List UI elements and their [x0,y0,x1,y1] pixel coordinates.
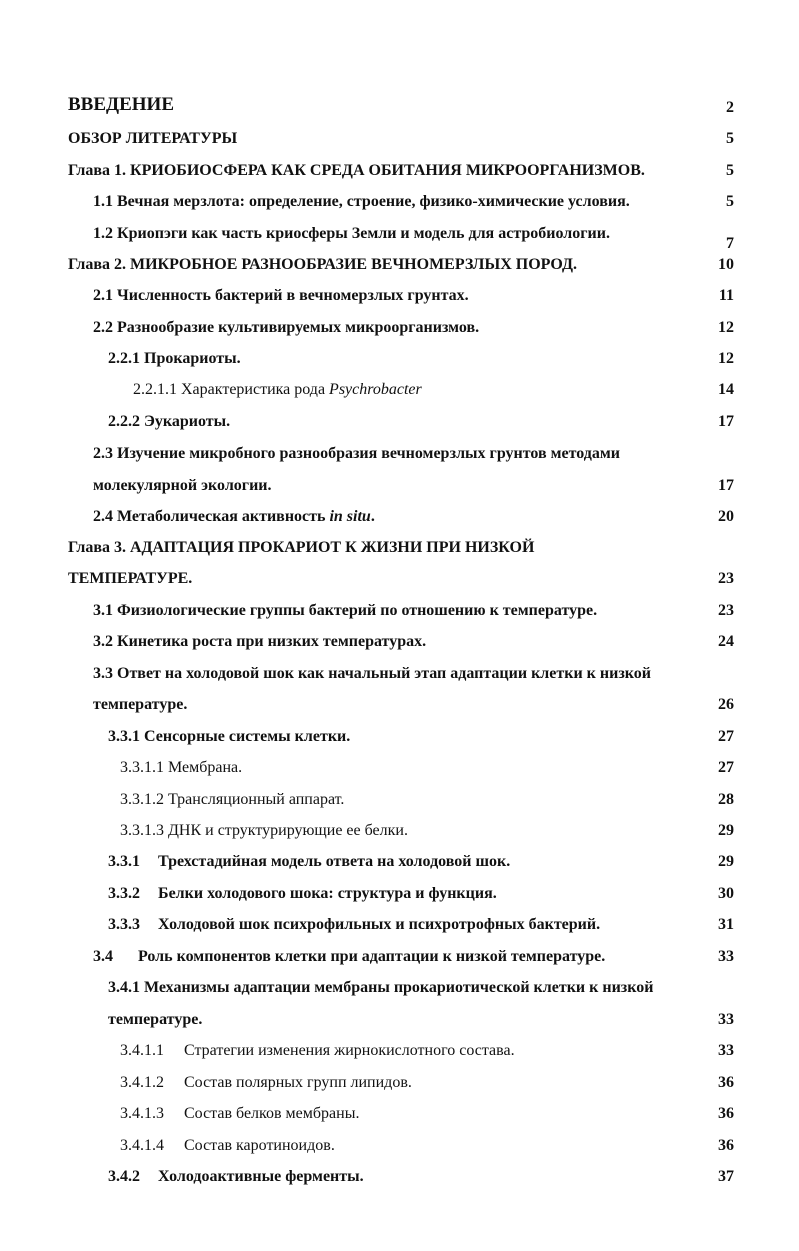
toc-page-3-1: 23 [718,602,734,619]
toc-text-3-4-1-1: Стратегии изменения жирнокислотного состава. [184,1042,515,1059]
toc-text-3-4-1-4: Состав каротиноидов. [184,1137,335,1154]
toc-num-3-4-1-4: 3.4.1.4 [120,1137,164,1154]
toc-num-3-4: 3.4 [93,948,113,965]
toc-text-3-4-1-3: Состав белков мембраны. [184,1105,360,1122]
toc-title-3-4 [93,947,605,967]
toc-title-2-3-line2: молекулярной экологии. [93,477,272,494]
toc-text-3-3-3: Холодовой шок психрофильных и психротрофных бактерий. [158,916,601,933]
toc-title-chapter-3-line2: ТЕМПЕРАТУРЕ. [68,570,193,587]
toc-page-3-3-2: 30 [718,885,734,902]
toc-title-3-4-2 [108,1167,364,1187]
toc-title-3-3-3 [108,915,600,935]
toc-page-chapter-3: 23 [718,570,734,587]
toc-page-3-4-2: 37 [718,1168,734,1185]
toc-page-3-3-1-3: 29 [718,822,734,839]
toc-title-3-4-1-line2: температуре. [108,1011,203,1028]
toc-page-introduction: 2 [726,99,734,116]
toc-page-3-2: 24 [718,633,734,650]
toc-title-3-3-1: 3.3.1 Сенсорные системы клетки. [108,728,351,745]
toc-title-chapter-3-line1: Глава 3. АДАПТАЦИЯ ПРОКАРИОТ К ЖИЗНИ ПРИ НИЗКОЙ [68,539,535,556]
toc-text-3-4-1-2: Состав полярных групп липидов. [184,1074,412,1091]
toc-page-2-2-1-1: 14 [718,381,734,398]
toc-text-3-4: Роль компонентов клетки при адаптации к низкой температуре. [138,948,606,965]
toc-num-3-4-1-1: 3.4.1.1 [120,1042,164,1059]
toc-title-3-4-1-3 [120,1104,359,1124]
toc-page-1-2: 7 [726,235,734,252]
toc-page-3-3-1-three-stage: 29 [718,853,734,870]
toc-title-2-2: 2.2 Разнообразие культивируемых микроорганизмов. [93,319,480,336]
toc-page-3-4-1-4: 36 [718,1137,734,1154]
toc-title-3-3-2 [108,884,497,904]
toc-page-literature-review: 5 [726,130,734,147]
toc-title-3-3-1-2: 3.3.1.2 Трансляционный аппарат. [120,791,345,808]
toc-title-3-4-1-2 [120,1073,412,1093]
toc-page-3-4-1: 33 [718,1011,734,1028]
toc-text-3-3-2: Белки холодового шока: структура и функция. [158,885,497,902]
toc-page-3-3: 26 [718,696,734,713]
toc-page-2-2-1: 12 [718,350,734,367]
toc-title-2-4-prefix: 2.4 Метаболическая активность [93,508,330,525]
toc-title-2-4-italic: in situ [329,508,371,525]
toc-page-3-3-1: 27 [718,728,734,745]
toc-page-2-1: 11 [718,287,734,304]
toc-title-chapter-2: Глава 2. МИКРОБНОЕ РАЗНООБРАЗИЕ ВЕЧНОМЕРЗЛЫХ ПОРОД. [68,256,577,273]
toc-page-chapter-1: 5 [726,162,734,179]
toc-title-3-3-line2: температуре. [93,696,188,713]
toc-num-3-3-3: 3.3.3 [108,916,140,933]
toc-text-3-4-2: Холодоактивные ферменты. [158,1168,364,1185]
toc-title-3-4-1-1 [120,1041,515,1061]
toc-title-3-3-1-three-stage [108,852,510,872]
toc-title-3-1: 3.1 Физиологические группы бактерий по отношению к температуре. [93,602,598,619]
toc-title-chapter-1: Глава 1. КРИОБИОСФЕРА КАК СРЕДА ОБИТАНИЯ МИКРООРГАНИЗМОВ. [68,162,645,179]
toc-num-3-4-2: 3.4.2 [108,1168,140,1185]
toc-title-2-4-suffix: . [370,508,375,525]
toc-title-2-2-1-1-prefix: 2.2.1.1 Характеристика рода [133,381,330,398]
toc-title-introduction: ВВЕДЕНИЕ [68,94,174,115]
toc-page-3-4-1-2: 36 [718,1074,734,1091]
toc-page-chapter-2: 10 [718,256,734,273]
toc-page-2-2-2: 17 [718,413,734,430]
toc-title-2-2-2: 2.2.2 Эукариоты. [108,413,231,430]
toc-title-1-2: 1.2 Криопэги как часть криосферы Земли и модель для астробиологии. [93,225,610,242]
toc-page-2-2: 12 [718,319,734,336]
toc-page-3-3-3: 31 [718,916,734,933]
toc-title-3-2: 3.2 Кинетика роста при низких температурах. [93,633,427,650]
toc-title-3-3-1-1: 3.3.1.1 Мембрана. [120,759,243,776]
toc-title-2-2-1: 2.2.1 Прокариоты. [108,350,241,367]
toc-title-3-3-line1: 3.3 Ответ на холодовой шок как начальный этап адаптации клетки к низкой [93,665,651,682]
toc-num-3-3-2: 3.3.2 [108,885,140,902]
toc-title-1-1: 1.1 Вечная мерзлота: определение, строение, физико-химические условия. [93,193,630,210]
toc-title-2-1: 2.1 Численность бактерий в вечномерзлых грунтах. [93,287,469,304]
toc-page-3-4: 33 [718,948,734,965]
toc-page-2-4: 20 [718,508,734,525]
toc-title-literature-review: ОБЗОР ЛИТЕРАТУРЫ [68,130,238,147]
toc-page-3-4-1-3: 36 [718,1105,734,1122]
toc-title-3-4-1-4 [120,1136,335,1156]
toc-title-2-2-1-1-genus: Psychrobacter [329,381,422,398]
toc-title-3-4-1-line1: 3.4.1 Механизмы адаптации мембраны прокариотической клетки к низкой [108,979,654,996]
toc-page-2-3: 17 [718,477,734,494]
toc-title-2-2-1-1 [133,380,422,400]
toc-title-2-3-line1: 2.3 Изучение микробного разнообразия вечномерзлых грунтов методами [93,445,621,462]
toc-num-3-4-1-2: 3.4.1.2 [120,1074,164,1091]
toc-text-3-3-1-three-stage: Трехстадийная модель ответа на холодовой шок. [158,853,511,870]
toc-page-3-4-1-1: 33 [718,1042,734,1059]
toc-page-3-3-1-1: 27 [718,759,734,776]
toc-title-3-3-1-3: 3.3.1.3 ДНК и структурирующие ее белки. [120,822,408,839]
toc-page-1-1: 5 [726,193,734,210]
toc-page-3-3-1-2: 28 [718,791,734,808]
toc-title-2-4 [93,507,375,527]
toc-num-3-4-1-3: 3.4.1.3 [120,1105,164,1122]
toc-num-3-3-1-three-stage: 3.3.1 [108,853,140,870]
